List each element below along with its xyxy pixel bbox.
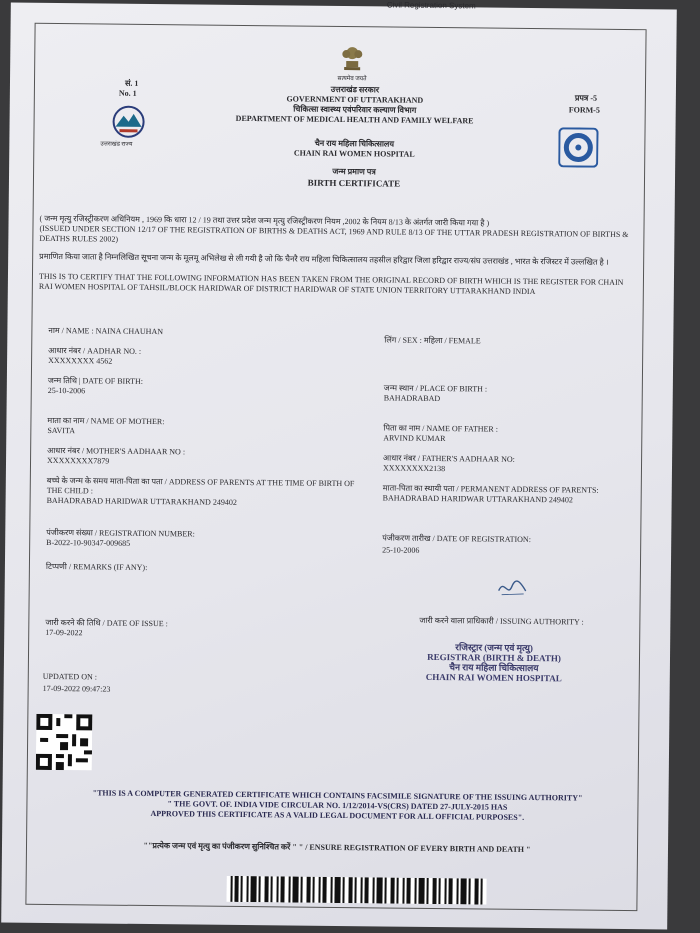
issue-date-label: जारी करने की तिथि / DATE OF ISSUE : — [45, 617, 168, 629]
pob-value: BAHADRABAD — [383, 393, 441, 404]
cert-title-en: BIRTH CERTIFICATE — [307, 177, 401, 189]
perm-address-label: माता-पिता का स्थायी पता / PERMANENT ADDRESS OF PARENTS: — [382, 483, 599, 495]
form-en: FORM-5 — [568, 105, 600, 115]
cert-title-hi: जन्म प्रमाण पत्र — [332, 166, 376, 177]
national-emblem-icon — [338, 39, 366, 75]
updated-value: 17-09-2022 09:47:23 — [42, 683, 111, 694]
issue-date-value: 17-09-2022 — [45, 627, 83, 638]
certificate-frame — [25, 23, 646, 911]
ensure-registration: ""प्रत्येक जन्म एवं मृत्यु का पंजीकरण सुनिश्चित करें " " / ENSURE REGISTRATION OF EVERY BIRTH AND DEATH " — [143, 840, 531, 855]
seal-line1: रजिस्ट्रार (जन्म एवं मृत्यु) — [455, 642, 533, 654]
reg-no-value: B-2022-10-90347-009685 — [46, 537, 131, 548]
pob-label: जन्म स्थान / PLACE OF BIRTH : — [383, 383, 488, 394]
reg-no-label: पंजीकरण संख्या / REGISTRATION NUMBER: — [46, 527, 195, 539]
state-en: GOVERNMENT OF UTTARAKHAND — [286, 94, 424, 105]
mother-aadhaar-label: आधार नंबर / MOTHER'S AADHAAR NO : — [47, 445, 186, 457]
sex-field: लिंग / SEX : महिला / FEMALE — [384, 335, 481, 346]
seal-line4: CHAIN RAI WOMEN HOSPITAL — [425, 671, 562, 684]
address-birth-label: बच्चे के जन्म के समय माता-पिता का पता / ADDRESS OF PARENTS AT THE TIME OF BIRTH OF THE CHILD : — [46, 475, 355, 495]
aadhar-value: XXXXXXXX 4562 — [48, 355, 113, 366]
hospital-hi: चैन राय महिला चिकित्सालय — [314, 138, 395, 149]
footer-line1: "THIS IS A COMPUTER GENERATED CERTIFICATE WHICH CONTAINS FACSIMILE SIGNATURE OF THE ISSUING AUTHORITY" — [92, 788, 583, 803]
emblem-motto: सत्यमेव जयते — [337, 75, 367, 83]
remarks-label: टिप्पणी / REMARKS (IF ANY): — [45, 561, 148, 572]
dept-hi: चिकित्सा स्वास्थ्य एवंपरिवार कल्याण विभाग — [293, 104, 417, 115]
seal-line3: चैन राय महिला चिकित्सालय — [449, 662, 539, 674]
system-title: Civil Registration System — [386, 0, 476, 11]
father-value: ARVIND KUMAR — [383, 433, 446, 444]
crs-logo-icon — [558, 127, 598, 167]
footer-line3: APPROVED THIS CERTIFICATE AS A VALID LEGAL DOCUMENT FOR ALL OFFICIAL PURPOSES". — [150, 809, 525, 822]
signature-mark — [496, 577, 530, 599]
serial-hi: सं. 1 — [124, 78, 139, 88]
serial-en: No. 1 — [118, 88, 137, 98]
name-field: नाम / NAME : NAINA CHAUHAN — [48, 325, 164, 337]
certify-hi: प्रमाणित किया जाता है निम्नलिखित सूचना जन्म के मूलमू अभिलेख से ली गयी है जो कि चैनरै राय महिला चिकित्सालय तहसील हरिद्वार जिला हरिद्वार राज्य/संघ उत्तराखंड , भारत के रजिस्टर में उल्लखित है । — [39, 251, 609, 267]
footer-line2: " THE GOVT. OF. INDIA VIDE CIRCULAR NO. 1/12/2014-VS(CRS) DATED 27-JULY-2015 HAS — [167, 799, 508, 812]
barcode-icon — [226, 876, 486, 905]
updated-label: UPDATED ON : — [42, 671, 98, 682]
father-label: पिता का नाम / NAME OF FATHER : — [383, 423, 499, 434]
address-birth-value: BAHADRABAD HARIDWAR UTTARAKHAND 249402 — [46, 495, 237, 507]
aadhar-label: आधार नंबर / AADHAR NO. : — [48, 345, 142, 356]
logo-caption: उत्तराखंड राज्य — [100, 141, 133, 148]
mother-value: SAVITA — [47, 425, 76, 436]
dob-label: जन्म तिथि | DATE OF BIRTH: — [47, 375, 144, 386]
mother-aadhaar-value: XXXXXXXX7879 — [46, 455, 110, 466]
father-aadhaar-label: आधार नंबर / FATHER'S AADHAAR NO: — [383, 453, 515, 464]
issued-under-en: (ISSUED UNDER SECTION 12/17 OF THE REGISTRATION OF BIRTHS & DEATHS ACT, 1969 AND RULE 8/13 OF THE UTTAR PRADESH REGISTRATION OF BIRTHS & DEATHS RULES 2002) — [39, 223, 629, 244]
dob-value: 25-10-2006 — [47, 385, 86, 396]
issued-under-hi: ( जन्म मृत्यु रजिस्ट्रीकरण अधिनियम , 1969 कि धारा 12 / 19 तथा उत्तर प्रदेश जन्म मृत्यु रजिस्ट्रीकरण नियम ,2002 के नियम 8/13 के अंतर्गत जारी किया गया है ) — [39, 213, 490, 228]
authority-label: जारी करने वाला प्राधिकारी / ISSUING AUTHORITY : — [419, 615, 584, 627]
certificate-sheet — [1, 0, 677, 930]
dept-en: DEPARTMENT OF MEDICAL HEALTH AND FAMILY WELFARE — [235, 113, 474, 126]
father-aadhaar-value: XXXXXXXX2138 — [382, 463, 446, 474]
qr-code-icon — [36, 714, 93, 771]
mother-label: माता का नाम / NAME OF MOTHER: — [47, 415, 165, 427]
seal-line2: REGISTRAR (BIRTH & DEATH) — [427, 651, 561, 664]
reg-date-label: पंजीकरण तारीख / DATE OF REGISTRATION: — [382, 533, 532, 545]
form-hi: प्रपत्र -5 — [574, 93, 598, 103]
reg-date-value: 25-10-2006 — [382, 545, 420, 555]
perm-address-value: BAHADRABAD HARIDWAR UTTARAKHAND 249402 — [382, 493, 573, 505]
certify-en: THIS IS TO CERTIFY THAT THE FOLLOWING INFORMATION HAS BEEN TAKEN FROM THE ORIGINAL RECORD OF BIRTH WHICH IS THE REGISTER FOR CHAIN RAI WOMEN HOSPITAL OF TAHSIL/BLOCK HARIDWAR OF DISTRICT HARIDWAR OF STATE UNION TERRITORY UTTARAKHAND INDIA — [38, 271, 624, 296]
uttarakhand-logo-icon — [108, 105, 148, 139]
hospital-en: CHAIN RAI WOMEN HOSPITAL — [293, 148, 415, 159]
state-hi: उत्तराखंड सरकार — [330, 84, 380, 95]
